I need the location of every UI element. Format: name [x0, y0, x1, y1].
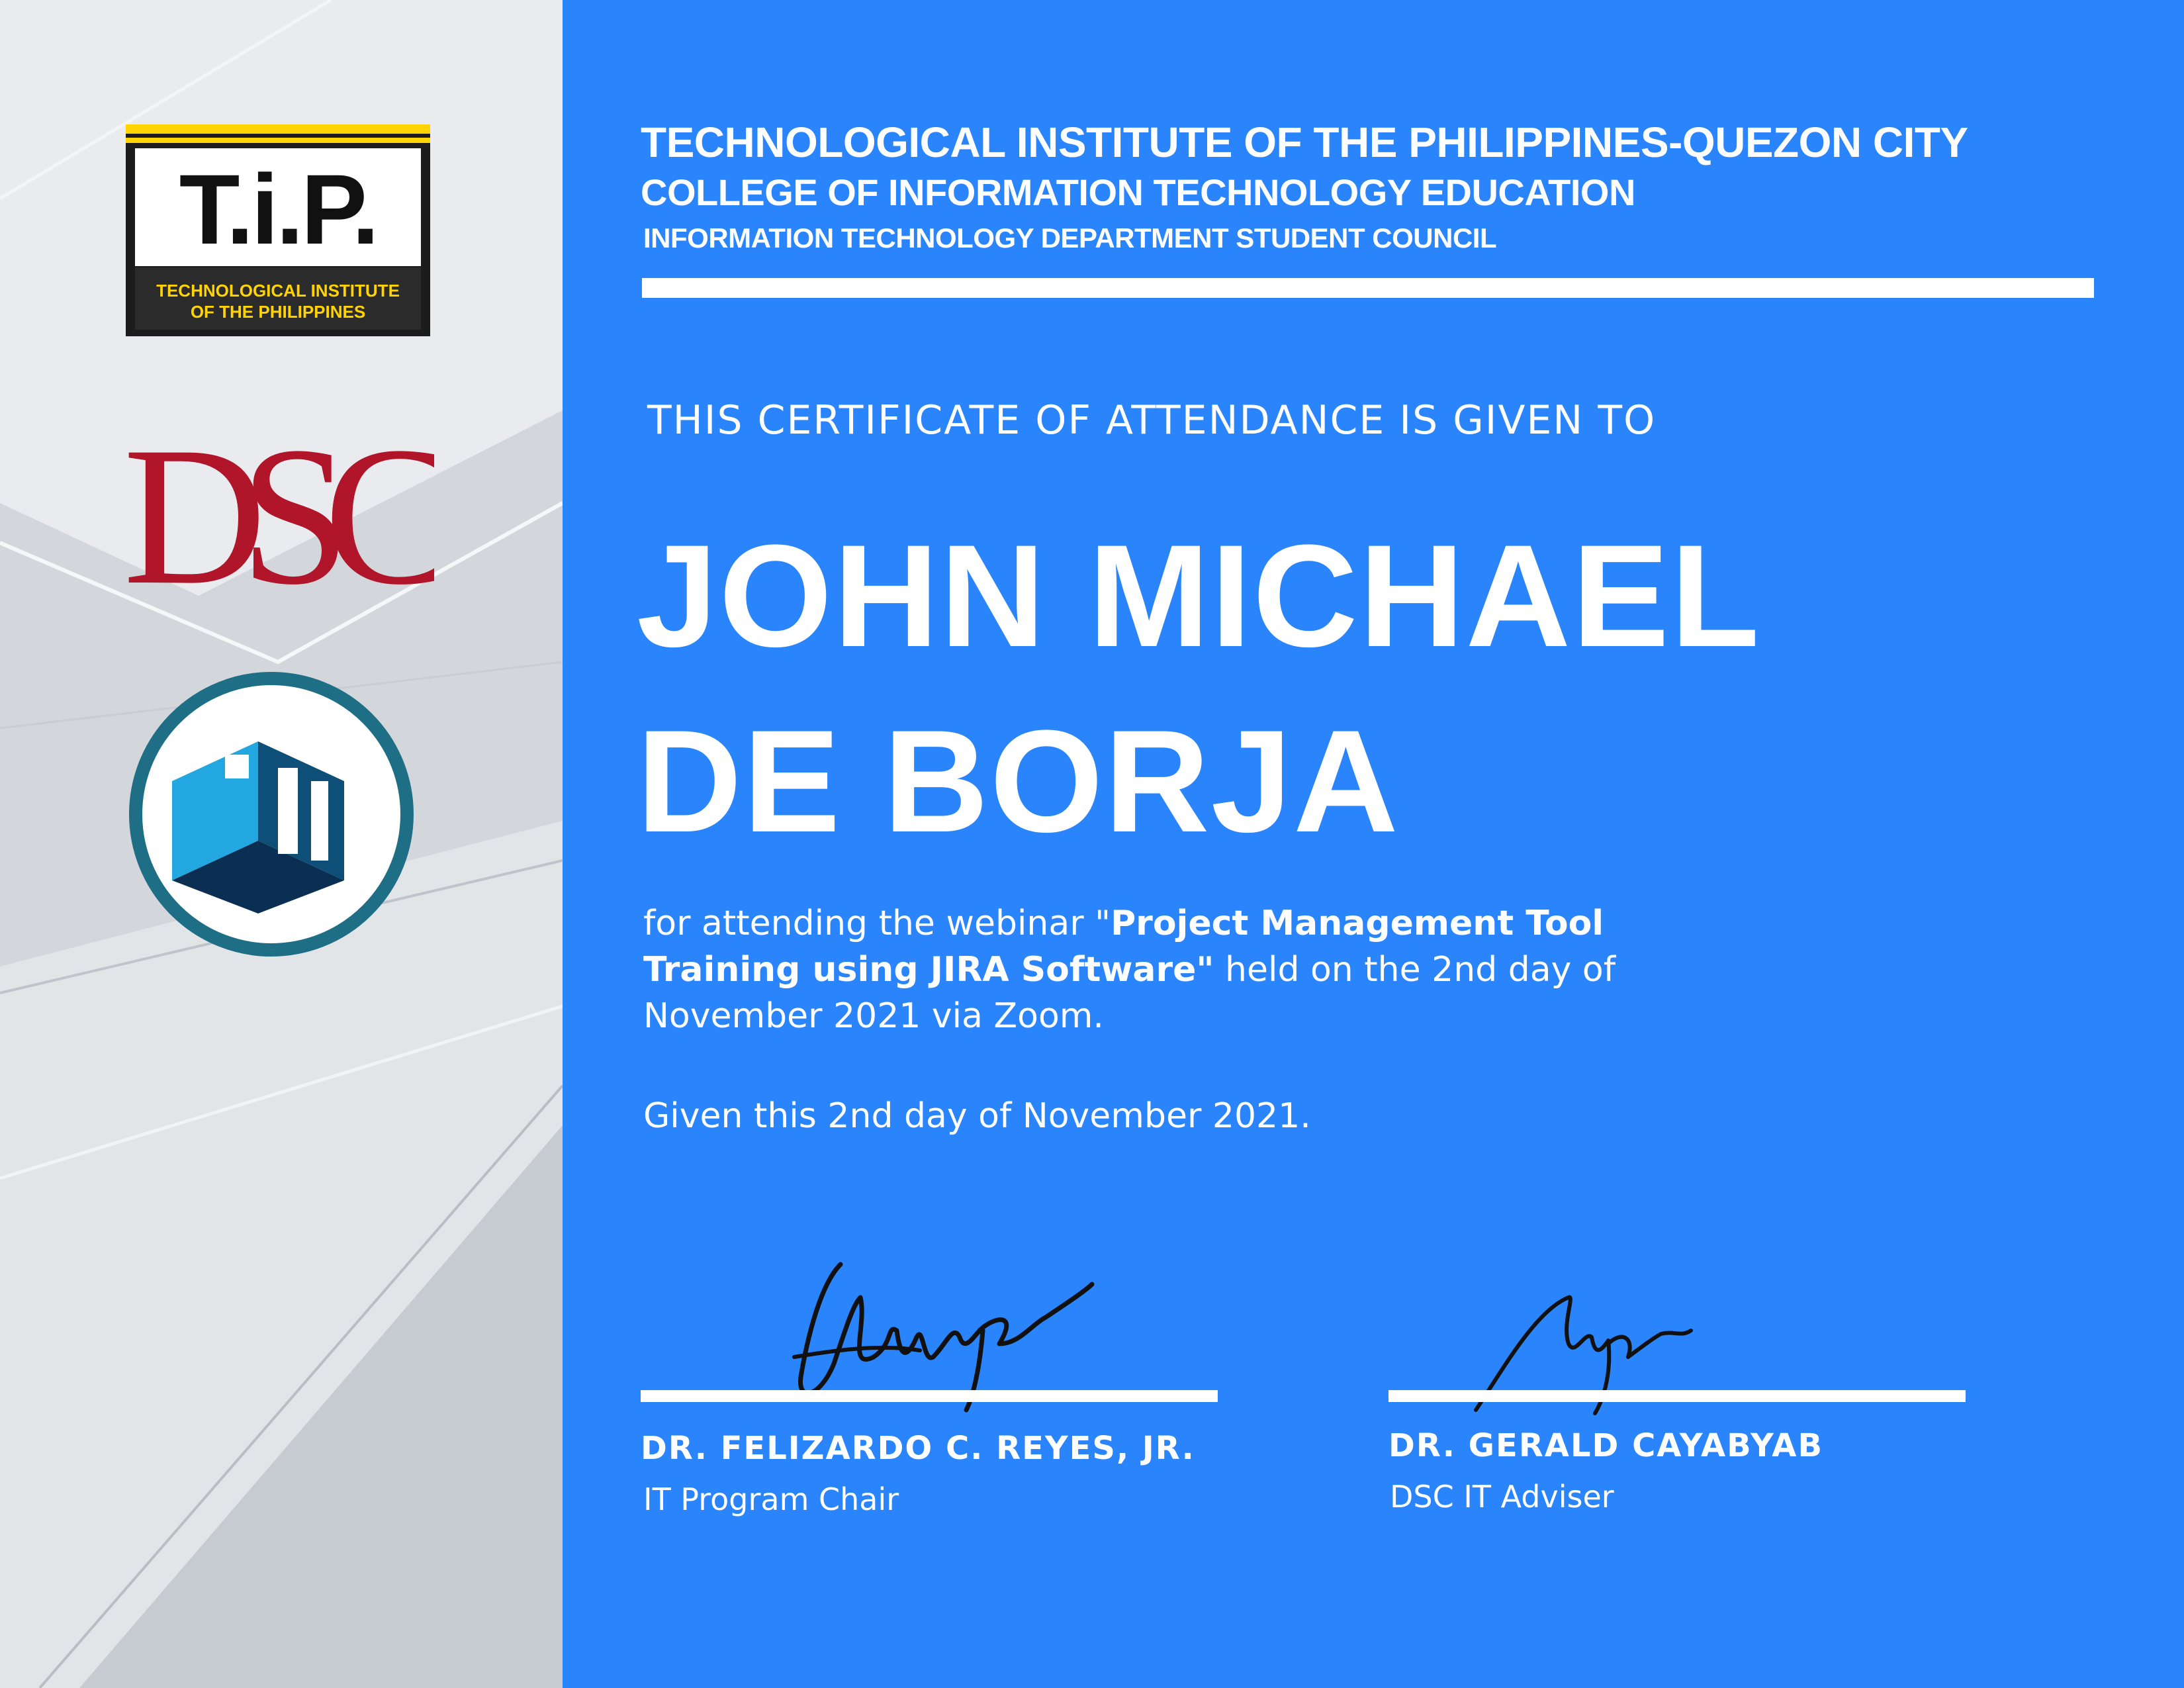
webinar-title: Project Management Tool Training using JIRA Software": [643, 904, 1604, 990]
tip-logo-caption-line2: OF THE PHILIPPINES: [190, 302, 366, 322]
recipient-name-line1: JOHN MICHAEL: [637, 514, 1761, 677]
institution-heading: TECHNOLOGICAL INSTITUTE OF THE PHILIPPINES-QUEZON CITY: [641, 118, 1968, 166]
dsc-logo: [123, 404, 434, 602]
tip-logo-caption-line1: TECHNOLOGICAL INSTITUTE: [156, 281, 400, 301]
certificate-body: [643, 900, 1768, 1039]
signature-line-1: [641, 1390, 1218, 1402]
tip-logo-letters: T.i.P.: [179, 154, 377, 265]
signatory-1-name: DR. FELIZARDO C. REYES, JR.: [641, 1430, 1195, 1467]
certificate-given-to: THIS CERTIFICATE OF ATTENDANCE IS GIVEN TO: [647, 397, 1657, 444]
recipient-name-line2: DE BORJA: [637, 700, 1400, 863]
signatory-2-title: DSC IT Adviser: [1390, 1479, 1614, 1515]
tip-logo: [126, 124, 430, 336]
dsc-logo-letters: DSC: [123, 406, 430, 602]
decorative-side-panel: [0, 0, 563, 1688]
recipient-name: [637, 503, 1761, 874]
certificate-main-panel: [563, 0, 2184, 1688]
signatory-2-name: DR. GERALD CAYABYAB: [1388, 1427, 1824, 1464]
signatory-1-title: IT Program Chair: [643, 1481, 899, 1517]
header-divider: [642, 278, 2094, 298]
council-heading: INFORMATION TECHNOLOGY DEPARTMENT STUDENT COUNCIL: [643, 222, 1497, 254]
signature-line-2: [1388, 1390, 1966, 1402]
body-prefix: for attending the webinar ": [643, 904, 1111, 943]
given-date: Given this 2nd day of November 2021.: [643, 1096, 1311, 1136]
body-suffix: held on the 2nd day of November 2021 via Zoom.: [643, 950, 1616, 1036]
iti-logo: [126, 669, 417, 960]
college-heading: COLLEGE OF INFORMATION TECHNOLOGY EDUCATION: [641, 171, 1635, 213]
iti-logo-letters: ITI: [271, 950, 272, 951]
